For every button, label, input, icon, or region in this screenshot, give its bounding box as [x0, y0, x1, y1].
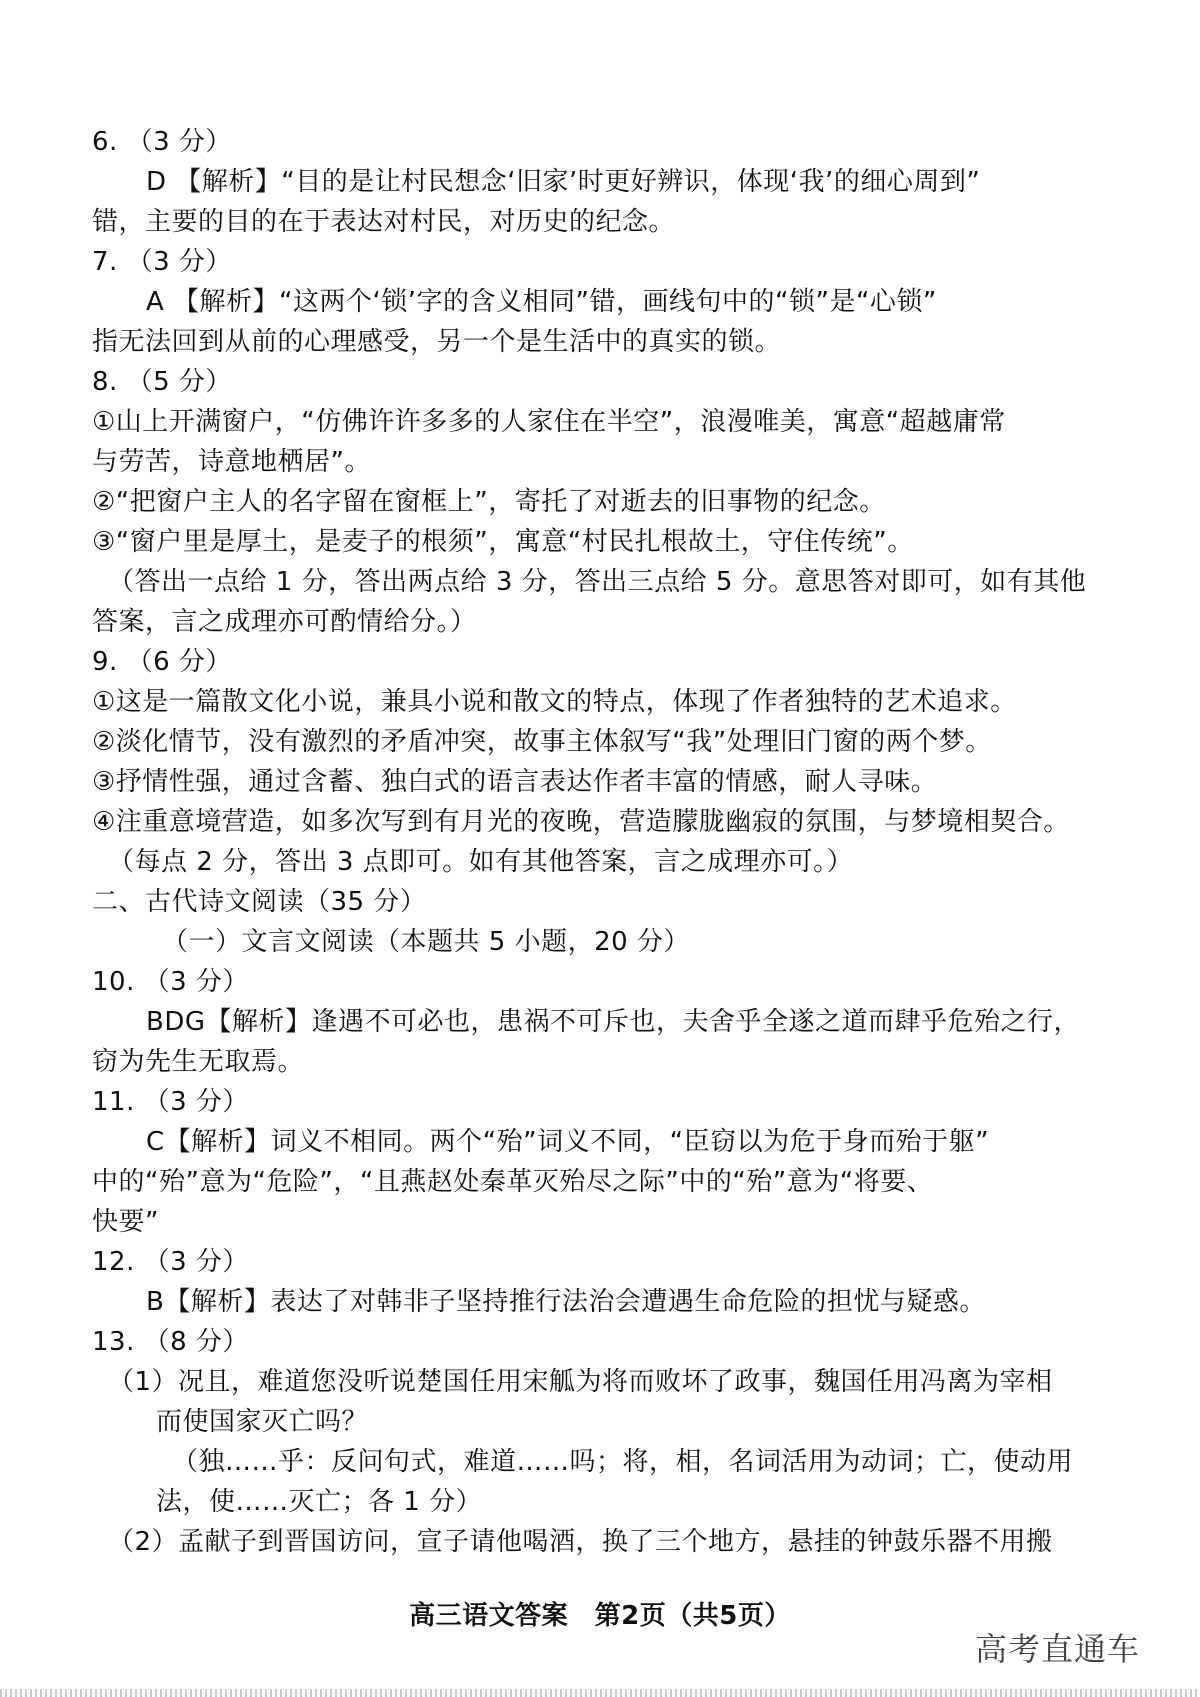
- text-line: ③“窗户里是厚土，是麦子的根须”，寓意“村民扎根故土，守住传统”。: [92, 527, 914, 557]
- text-line: C【解析】词义不相同。两个“殆”词义不同，“臣窃以为危于身而殆于躯”: [146, 1127, 990, 1157]
- text-line: 10. （3 分）: [92, 967, 249, 997]
- text-line: B【解析】表达了对韩非子坚持推行法治会遭遇生命危险的担忧与疑惑。: [146, 1287, 986, 1317]
- text-line: 11. （3 分）: [92, 1087, 249, 1117]
- text-line: ③抒情性强，通过含蓄、独白式的语言表达作者丰富的情感，耐人寻味。: [92, 767, 938, 797]
- text-line: 7. （3 分）: [92, 247, 232, 277]
- text-line: 指无法回到从前的心理感受，另一个是生活中的真实的锁。: [92, 327, 782, 357]
- text-line: （2）孟献子到晋国访问，宣子请他喝酒，换了三个地方，悬挂的钟鼓乐器不用搬: [108, 1527, 1053, 1557]
- watermark-text: 高考直通车: [974, 1630, 1140, 1668]
- text-line: （每点 2 分，答出 3 点即可。如有其他答案，言之成理亦可。）: [108, 847, 854, 877]
- text-line: 6. （3 分）: [92, 127, 232, 157]
- text-line: D 【解析】“目的是让村民想念‘旧家’时更好辨识，体现‘我’的细心周到”: [146, 167, 981, 197]
- answer-content: [92, 122, 1122, 1562]
- text-line: ①山上开满窗户，“仿佛许许多多的人家住在半空”，浪漫唯美，寓意“超越庸常: [92, 407, 1006, 437]
- text-line: 窃为先生无取焉。: [92, 1047, 305, 1077]
- text-line: 答案，言之成理亦可酌情给分。）: [92, 607, 477, 637]
- text-line: 中的“殆”意为“危险”，“且燕赵处秦革灭殆尽之际”中的“殆”意为“将要、: [92, 1167, 934, 1197]
- text-line: ④注重意境营造，如多次写到有月光的夜晚，营造朦胧幽寂的氛围，与梦境相契合。: [92, 807, 1070, 837]
- text-line: （一）文言文阅读（本题共 5 小题，20 分）: [162, 927, 690, 957]
- text-line: 12. （3 分）: [92, 1247, 249, 1277]
- text-line: ②“把窗户主人的名字留在窗框上”，寄托了对逝去的旧事物的纪念。: [92, 487, 886, 517]
- text-line: （独……乎：反问句式，难道……吗；将，相，名词活用为动词；亡，使动用: [172, 1447, 1074, 1477]
- text-line: 法，使……灭亡；各 1 分）: [156, 1487, 483, 1517]
- text-line: A 【解析】“这两个‘锁’字的含义相同”错，画线句中的“锁”是“心锁”: [146, 287, 937, 317]
- text-line: ①这是一篇散文化小说，兼具小说和散文的特点，体现了作者独特的艺术追求。: [92, 687, 1017, 717]
- text-line: ②淡化情节，没有激烈的矛盾冲突，故事主体叙写“我”处理旧门窗的两个梦。: [92, 727, 992, 757]
- text-line: 8. （5 分）: [92, 367, 232, 397]
- text-line: 9. （6 分）: [92, 647, 232, 677]
- text-line: 13. （8 分）: [92, 1327, 249, 1357]
- text-line: 与劳苦，诗意地栖居”。: [92, 447, 371, 477]
- text-line: 错，主要的目的在于表达对村民，对历史的纪念。: [92, 207, 676, 237]
- page-footer: 高三语文答案 第2页（共5页）: [409, 1601, 791, 1631]
- text-line: 而使国家灭亡吗？: [156, 1407, 369, 1437]
- text-line: 快要”: [92, 1207, 159, 1237]
- scan-edge-artifact: [0, 1689, 1200, 1697]
- text-line: BDG【解析】逢遇不可必也，患祸不可斥也，夫舍乎全遂之道而肆乎危殆之行，: [146, 1007, 1081, 1037]
- text-line: （答出一点给 1 分，答出两点给 3 分，答出三点给 5 分。意思答对即可，如有其他: [108, 567, 1087, 597]
- text-line: 二、古代诗文阅读（35 分）: [92, 887, 427, 917]
- text-line: （1）况且，难道您没听说楚国任用宋觚为将而败坏了政事，魏国任用冯离为宰相: [108, 1367, 1053, 1397]
